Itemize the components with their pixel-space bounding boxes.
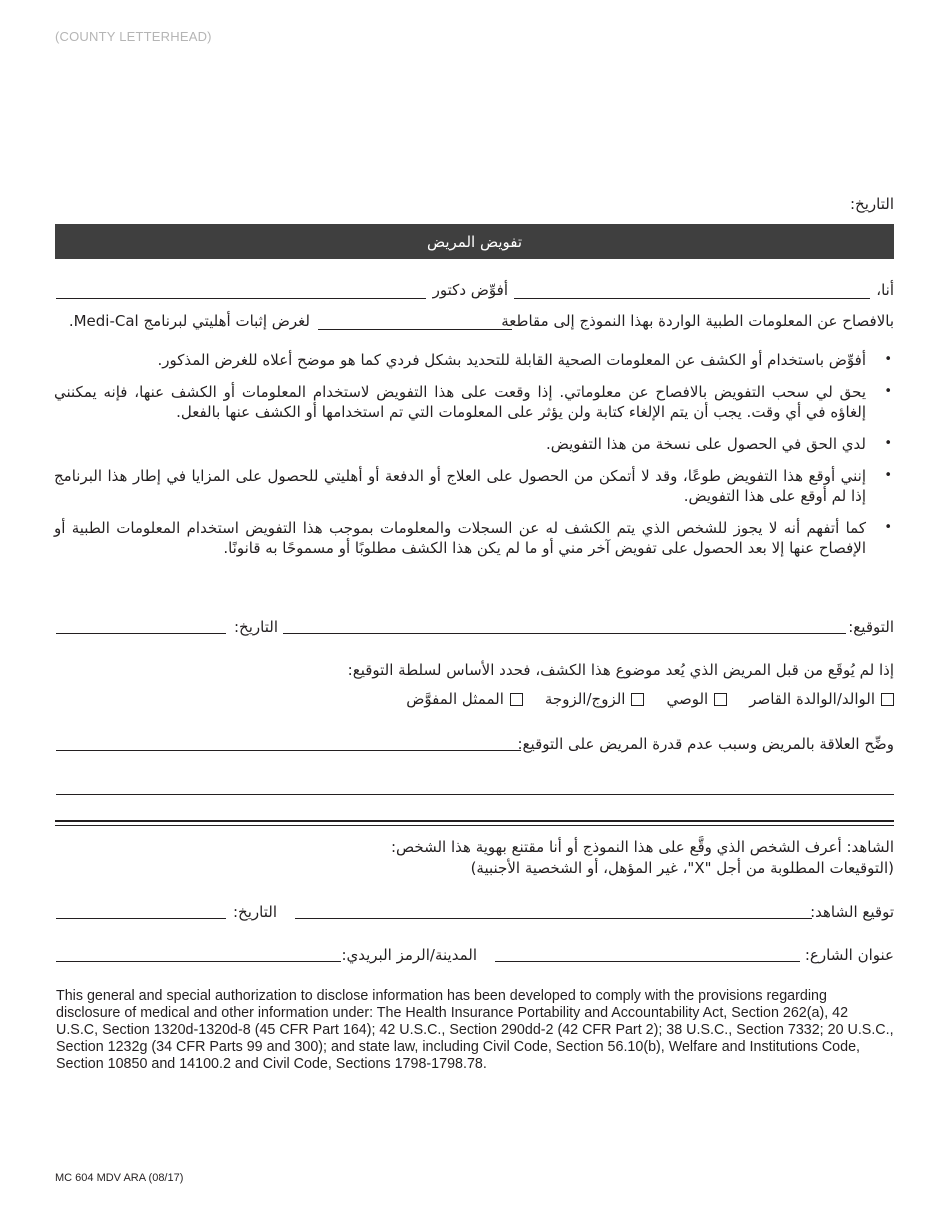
form-title-banner (55, 224, 894, 259)
checkbox-box[interactable] (631, 693, 644, 706)
checkbox-box[interactable] (714, 693, 727, 706)
signature-label: التوقيع: (848, 618, 894, 636)
medi-cal-purpose-label: لغرض إثبات أهليتي لبرنامج Medi-Cal. (68, 312, 310, 330)
checkbox-guardian[interactable]: الوصي (666, 690, 727, 708)
witness-date-label: التاريخ: (233, 903, 277, 921)
patient-name-field[interactable] (514, 298, 870, 299)
i-label: أنا، (876, 281, 894, 299)
form-title: تفويض المريض (426, 232, 523, 251)
city-zip-field[interactable] (56, 961, 341, 962)
authorize-doctor-label: أفوِّض دكتور (432, 281, 508, 299)
signature-date-label: التاريخ: (234, 618, 278, 636)
county-letterhead: (COUNTY LETTERHEAD) (55, 29, 212, 44)
checkbox-authorized-representative[interactable]: الممثل المفوَّض (406, 690, 523, 708)
doctor-name-field[interactable] (56, 298, 426, 299)
signing-authority-options (406, 690, 894, 708)
signing-authority-instruction: إذا لم يُوقَع من قبل المريض الذي يُعد موضوع هذا الكشف، فحدد الأساس لسلطة التوقيع: (347, 661, 894, 679)
list-item: • يحق لي سحب التفويض بالافصاح عن معلوماتي. إذا وقعت على هذا التفويض لاستخدام المعلومات أو الكشف عنها، فإنه يمكنني إلغاؤه في أي وقت. يجب أن يتم الإلغاء كتابة ولن يؤثر على المعلومات التي تم استخدامها أو الكشف عنها بالفعل. (54, 382, 894, 422)
checkbox-minor-parent[interactable]: الوالد/الوالدة القاصر (749, 690, 894, 708)
witness-note: (التوقيعات المطلوبة من أجل "X"، غير المؤهل، أو الشخصية الأجنبية) (470, 859, 894, 877)
checkbox-box[interactable] (881, 693, 894, 706)
section-divider-thin (55, 825, 894, 826)
legal-disclosure-text: This general and special authorization to disclose information has been developed to comply with the provisions regarding disclosure of medical and other information under: The Health Insurance Portability and Accountability Act, Section 262(a), 42 U.S.C, Section 1320d-1320d-8 (45 CFR Part 164); 42 U.S.C., Section 290dd-2 (42 CFR Part 2); 38 U.S.C., Section 7332; 20 U.S.C., Section 1232g (34 CFR Parts 99 and 300); and state law, including Civil Code, Section 56.10(b), Welfare and Institutions Code, Section 10850 and 14100.2 and Civil Code, Sections 1798-1798.78. (56, 988, 894, 1072)
list-item: • أفوِّض باستخدام أو الكشف عن المعلومات الصحية القابلة للتحديد بشكل فردي كما هو موضح أعلاه للغرض المذكور. (54, 350, 894, 370)
list-item: • كما أتفهم أنه لا يجوز للشخص الذي يتم الكشف له عن السجلات والمعلومات بموجب هذا التفويض استخدام المعلومات الطبية أو الإفصاح عنها إلا بعد الحصول على تفويض آخر مني أو ما لم يكن هذا الكشف مطلوبًا أو مسموحًا به قانونًا. (54, 518, 894, 558)
street-address-field[interactable] (495, 961, 800, 962)
witness-date-field[interactable] (56, 918, 226, 919)
signature-field[interactable] (283, 633, 846, 634)
form-number: MC 604 MDV ARA (08/17) (55, 1172, 184, 1184)
signature-date-field[interactable] (56, 633, 226, 634)
disclose-county-label: بالافصاح عن المعلومات الطبية الواردة بهذا النموذج إلى مقاطعة (501, 312, 894, 330)
relationship-field[interactable] (56, 750, 521, 751)
relationship-label: وضِّح العلاقة بالمريض وسبب عدم قدرة المريض على التوقيع: (517, 735, 894, 753)
city-zip-label: المدينة/الرمز البريدي: (341, 946, 477, 964)
street-address-label: عنوان الشارع: (804, 946, 894, 964)
checkbox-spouse[interactable]: الزوج/الزوجة (545, 690, 645, 708)
relationship-field-continued[interactable] (56, 794, 894, 795)
list-item: • إنني أوقع هذا التفويض طوعًا، وقد لا أتمكن من الحصول على العلاج أو الدفعة أو أهليتي للحصول على المزايا في إطار هذا البرنامج إذا لم أوقع على هذا التفويض. (54, 466, 894, 506)
witness-statement: الشاهد: أعرف الشخص الذي وقَّع على هذا النموذج أو أنا مقتنع بهوية هذا الشخص: (390, 838, 894, 856)
witness-signature-field[interactable] (295, 918, 812, 919)
date-label-top: التاريخ: (850, 195, 894, 213)
witness-signature-label: توقيع الشاهد: (810, 903, 894, 921)
county-name-field[interactable] (318, 329, 512, 330)
section-divider (55, 820, 894, 822)
checkbox-box[interactable] (510, 693, 523, 706)
authorization-terms-list (54, 350, 894, 570)
list-item: • لدي الحق في الحصول على نسخة من هذا التفويض. (54, 434, 894, 454)
